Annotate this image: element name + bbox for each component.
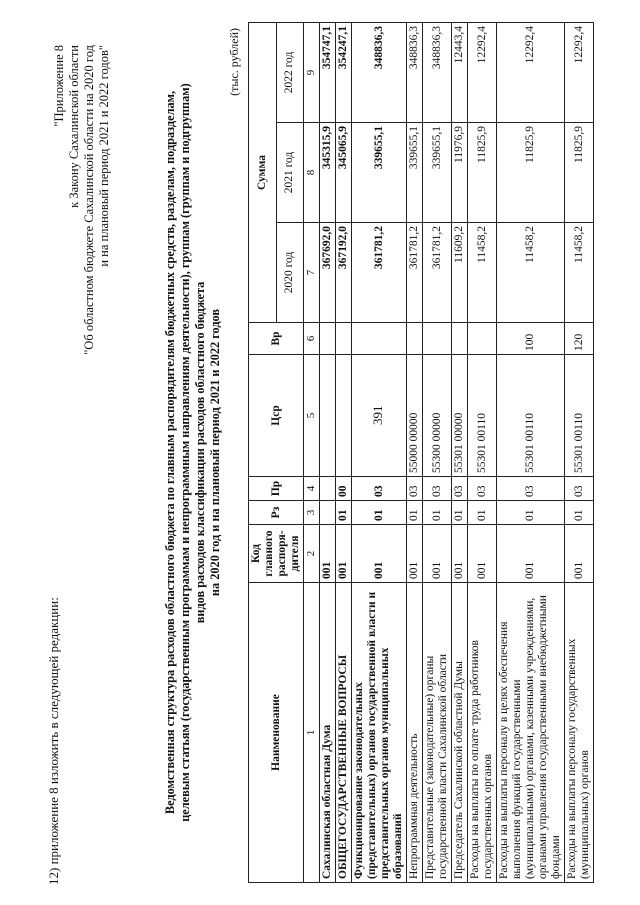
header-name: Наименование	[249, 583, 304, 883]
cell-2022: 348836,3	[407, 22, 423, 122]
header-csr: Цср	[249, 355, 304, 477]
cell-2020: 361781,2	[407, 223, 423, 323]
cell-name: Расходы на выплаты персоналу государственных (муниципальных) органов	[565, 583, 594, 883]
appendix-line-3: "Об областном бюджете Сахалинской области на 2020 год	[82, 45, 96, 355]
cell-pr: 03	[565, 477, 594, 501]
header-code: Код главного распоря-дителя	[249, 525, 304, 583]
header-pr: Пр	[249, 477, 304, 501]
cell-vr	[452, 323, 468, 355]
header-vr: Вр	[249, 323, 304, 355]
cell-code: 001	[452, 525, 468, 583]
cell-2021: 11976,9	[452, 123, 468, 223]
intro-text: 12) приложение 8 изложить в следующей редакции:	[46, 597, 61, 885]
cell-pr: 03	[407, 477, 423, 501]
cell-2020: 361781,2	[423, 223, 452, 323]
cell-pr: 03	[352, 477, 407, 501]
cell-rz: 01	[336, 501, 352, 525]
units-label: (тыс. рублей)	[227, 28, 241, 96]
cell-rz: 01	[452, 501, 468, 525]
table-row	[497, 22, 565, 882]
column-index-cell: 6	[304, 323, 320, 355]
column-index-cell: 1	[304, 583, 320, 883]
cell-vr	[407, 323, 423, 355]
cell-rz: 01	[565, 501, 594, 525]
table-row	[565, 22, 594, 882]
cell-rz	[320, 501, 336, 525]
cell-name: Непрограммная деятельность	[407, 583, 423, 883]
cell-2022: 12292,4	[468, 22, 497, 122]
table-row	[352, 22, 407, 882]
cell-rz: 01	[352, 501, 407, 525]
cell-name: Представительные (законодательные) органы государственной власти Сахалинской области	[423, 583, 452, 883]
table-body	[320, 22, 594, 882]
appendix-line-1: "Приложение 8	[52, 45, 66, 127]
cell-name: Председатель Сахалинской областной Думы	[452, 583, 468, 883]
header-2022: 2022 год	[276, 22, 304, 122]
cell-csr: 55300 00000	[423, 355, 452, 477]
cell-pr: 00	[336, 477, 352, 501]
cell-2021: 339655,1	[407, 123, 423, 223]
title-line-3: видов расходов классификации расходов областного бюджета	[193, 281, 207, 624]
cell-code: 001	[320, 525, 336, 583]
cell-2022: 354247,1	[336, 22, 352, 122]
cell-code: 001	[497, 525, 565, 583]
cell-code: 001	[336, 525, 352, 583]
cell-2022: 354747,1	[320, 22, 336, 122]
cell-vr	[423, 323, 452, 355]
cell-2022: 348836,3	[423, 22, 452, 122]
cell-csr: 55301 00000	[452, 355, 468, 477]
cell-2021: 11825,9	[565, 123, 594, 223]
cell-pr	[320, 477, 336, 501]
cell-2020: 11458,2	[497, 223, 565, 323]
appendix-line-4: и на плановый период 2021 и 2022 годов"	[97, 45, 111, 267]
table-row	[452, 22, 468, 882]
cell-name: Функционирование законодательных (представительных) органов государственной власти и представительных органов муниципальных образований	[352, 583, 407, 883]
cell-pr: 03	[497, 477, 565, 501]
cell-2021: 11825,9	[497, 123, 565, 223]
table-row	[423, 22, 452, 882]
title-line-4: на 2020 год и на плановый период 2021 и 2022 годов	[208, 308, 222, 597]
cell-rz: 01	[407, 501, 423, 525]
column-index-cell: 8	[304, 123, 320, 223]
cell-2021: 339655,1	[423, 123, 452, 223]
cell-2022: 12443,4	[452, 22, 468, 122]
cell-rz: 01	[423, 501, 452, 525]
cell-vr: 100	[497, 323, 565, 355]
cell-name: Сахалинская областная Дума	[320, 583, 336, 883]
cell-name: ОБЩЕГОСУДАРСТВЕННЫЕ ВОПРОСЫ	[336, 583, 352, 883]
cell-2020: 361781,2	[352, 223, 407, 323]
cell-code: 001	[407, 525, 423, 583]
expenditure-table	[248, 22, 594, 883]
cell-2020: 11458,2	[468, 223, 497, 323]
column-index-cell: 5	[304, 355, 320, 477]
cell-2021: 345065,9	[336, 123, 352, 223]
column-index-cell: 2	[304, 525, 320, 583]
cell-csr: 55301 00110	[497, 355, 565, 477]
cell-csr	[352, 355, 407, 477]
cell-csr: 55301 00110	[565, 355, 594, 477]
table-row	[320, 22, 336, 882]
table-row	[407, 22, 423, 882]
cell-code: 001	[352, 525, 407, 583]
cell-vr	[352, 323, 407, 355]
cell-2020: 11609,2	[452, 223, 468, 323]
cell-2020: 11458,2	[565, 223, 594, 323]
cell-csr: 55301 00110	[468, 355, 497, 477]
table-row	[336, 22, 352, 882]
column-index-cell: 4	[304, 477, 320, 501]
column-index-row	[304, 22, 320, 882]
header-rz: Рз	[249, 501, 304, 525]
cell-name: Расходы на выплаты по оплате труда работников государственных органов	[468, 583, 497, 883]
header-2021: 2021 год	[276, 123, 304, 223]
cell-2020: 367692,0	[320, 223, 336, 323]
cell-vr	[320, 323, 336, 355]
cell-vr	[336, 323, 352, 355]
title-line-2: целевым статьям (государственным программам и непрограммным направлениям деятельности), группам (группам и подгруппам)	[178, 83, 192, 822]
cell-2022: 12292,4	[497, 22, 565, 122]
cell-csr: 55000 00000	[407, 355, 423, 477]
cell-2022: 12292,4	[565, 22, 594, 122]
cell-2021: 339655,1	[352, 123, 407, 223]
cell-rz: 01	[468, 501, 497, 525]
cell-code: 001	[468, 525, 497, 583]
cell-code: 001	[565, 525, 594, 583]
cell-2020: 367192,0	[336, 223, 352, 323]
cell-vr: 120	[565, 323, 594, 355]
cell-rz: 01	[497, 501, 565, 525]
cell-vr	[468, 323, 497, 355]
header-2020: 2020 год	[276, 223, 304, 323]
column-index-cell: 7	[304, 223, 320, 323]
cell-2021: 345315,9	[320, 123, 336, 223]
appendix-line-2: к Закону Сахалинской области	[67, 45, 81, 208]
cell-pr: 03	[452, 477, 468, 501]
cell-csr	[336, 355, 352, 477]
cell-name: Расходы на выплаты персоналу в целях обеспечения выполнения функций государственными (муниципальными) органами, казенными учреждениями, органами управления государственными внебюджетными фондами	[497, 583, 565, 883]
column-index-cell: 9	[304, 22, 320, 122]
cell-2022: 348836,3	[352, 22, 407, 122]
title-line-1: Ведомственная структура расходов областного бюджета по главным распорядителям бюджетных средств, разделам, подразделам,	[163, 90, 177, 815]
table-row	[468, 22, 497, 882]
column-index-cell: 3	[304, 501, 320, 525]
cell-pr: 03	[468, 477, 497, 501]
cell-2021: 11825,9	[468, 123, 497, 223]
page-number: 391	[370, 405, 385, 425]
cell-code: 001	[423, 525, 452, 583]
header-sum: Сумма	[249, 22, 277, 322]
cell-csr	[320, 355, 336, 477]
cell-pr: 03	[423, 477, 452, 501]
